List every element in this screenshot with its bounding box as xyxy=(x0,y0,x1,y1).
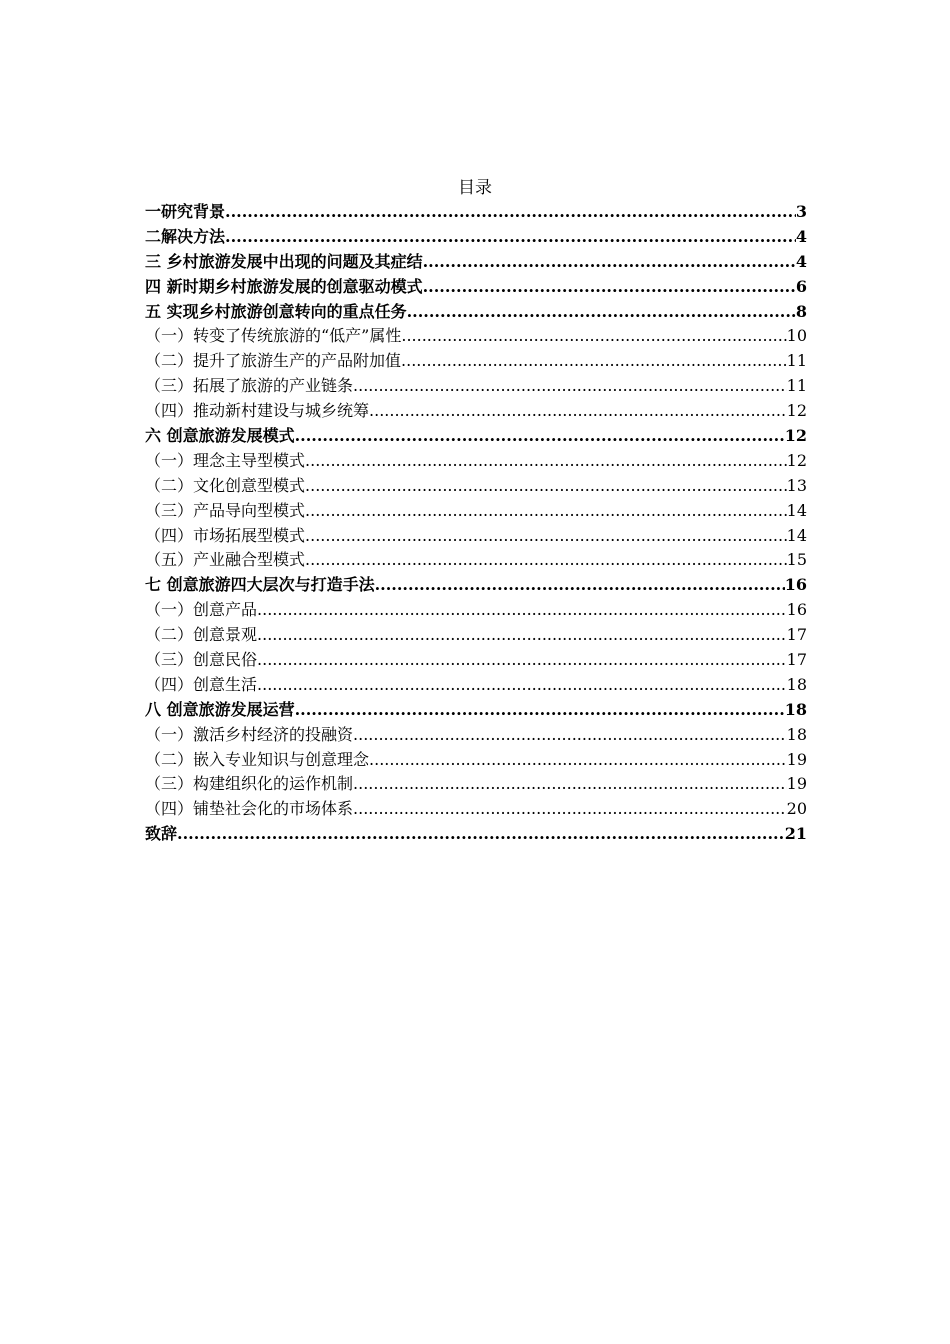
toc-dot-leader xyxy=(305,449,787,474)
toc-entry-page: 17 xyxy=(786,650,807,670)
toc-entry-page: 12 xyxy=(784,426,807,446)
toc-entry-page: 19 xyxy=(786,749,807,769)
toc-dot-leader xyxy=(353,797,787,822)
toc-entry[interactable] xyxy=(145,300,807,325)
toc-entry-label: 二解决方法 xyxy=(145,226,226,246)
toc-entry-label: （三）创意民俗 xyxy=(145,650,258,670)
toc-entry[interactable] xyxy=(145,374,807,399)
toc-entry[interactable] xyxy=(145,474,807,499)
toc-entry[interactable] xyxy=(145,399,807,424)
toc-entry[interactable] xyxy=(145,349,807,374)
toc-entry-page: 18 xyxy=(784,699,807,719)
toc-entry[interactable] xyxy=(145,225,807,250)
toc-entry-page: 18 xyxy=(786,724,807,744)
toc-entry-page: 20 xyxy=(786,799,807,819)
toc-entry-label: （二）嵌入专业知识与创意理念 xyxy=(145,749,370,769)
toc-entry[interactable] xyxy=(145,648,807,673)
toc-entry-label: （三）产品导向型模式 xyxy=(145,500,306,520)
toc-entry-page: 14 xyxy=(786,500,807,520)
toc-entry-label: 四 新时期乡村旅游发展的创意驱动模式 xyxy=(145,276,423,296)
toc-entry-page: 13 xyxy=(786,475,807,495)
toc-entry[interactable] xyxy=(145,673,807,698)
toc-dot-leader xyxy=(369,399,787,424)
toc-entry-page: 21 xyxy=(784,824,807,844)
toc-dot-leader xyxy=(375,573,785,598)
toc-entry[interactable] xyxy=(145,748,807,773)
toc-entry-label: 三 乡村旅游发展中出现的问题及其症结 xyxy=(145,251,423,271)
toc-entry[interactable] xyxy=(145,324,807,349)
toc-dot-leader xyxy=(353,374,787,399)
toc-entry-label: 八 创意旅游发展运营 xyxy=(145,699,295,719)
toc-entry-label: 七 创意旅游四大层次与打造手法 xyxy=(145,575,375,595)
toc-entry[interactable] xyxy=(145,449,807,474)
toc-dot-leader xyxy=(305,499,787,524)
toc-dot-leader xyxy=(257,673,787,698)
toc-entry[interactable] xyxy=(145,772,807,797)
toc-dot-leader xyxy=(295,698,785,723)
toc-entry[interactable] xyxy=(145,598,807,623)
toc-entry[interactable] xyxy=(145,573,807,598)
toc-entry-label: 五 实现乡村旅游创意转向的重点任务 xyxy=(145,301,407,321)
toc-entry[interactable] xyxy=(145,698,807,723)
toc-entry-label: （三）拓展了旅游的产业链条 xyxy=(145,376,354,396)
toc-entry[interactable] xyxy=(145,275,807,300)
toc-list xyxy=(145,200,807,847)
toc-entry-page: 19 xyxy=(786,774,807,794)
toc-dot-leader xyxy=(401,324,786,349)
toc-entry-label: （一）转变了传统旅游的“低产”属性 xyxy=(145,326,402,346)
toc-entry[interactable] xyxy=(145,499,807,524)
toc-entry-page: 16 xyxy=(786,600,807,620)
toc-entry-label: （四）市场拓展型模式 xyxy=(145,525,306,545)
toc-dot-leader xyxy=(353,723,787,748)
toc-entry-label: 一研究背景 xyxy=(145,202,226,221)
toc-dot-leader xyxy=(177,822,785,847)
toc-entry[interactable] xyxy=(145,822,807,847)
toc-entry[interactable] xyxy=(145,723,807,748)
toc-entry[interactable] xyxy=(145,797,807,822)
toc-entry-label: （一）激活乡村经济的投融资 xyxy=(145,724,354,744)
toc-entry[interactable] xyxy=(145,424,807,449)
toc-entry-label: （三）构建组织化的运作机制 xyxy=(145,774,354,794)
toc-entry-label: （二）提升了旅游生产的产品附加值 xyxy=(145,351,402,371)
toc-entry-page: 4 xyxy=(795,226,807,246)
toc-dot-leader xyxy=(225,200,796,225)
toc-entry-page: 4 xyxy=(795,251,807,271)
toc-dot-leader xyxy=(353,772,787,797)
toc-entry-label: 致辞 xyxy=(145,824,178,844)
toc-dot-leader xyxy=(257,623,787,648)
toc-entry-page: 12 xyxy=(786,401,807,421)
toc-dot-leader xyxy=(305,548,787,573)
toc-dot-leader xyxy=(305,474,787,499)
toc-entry[interactable] xyxy=(145,524,807,549)
toc-entry-page: 15 xyxy=(786,550,807,570)
toc-entry-label: （二）文化创意型模式 xyxy=(145,475,306,495)
toc-title: 目录 xyxy=(458,178,492,198)
toc-entry-page: 12 xyxy=(786,450,807,470)
toc-dot-leader xyxy=(401,349,787,374)
toc-entry-label: （四）推动新村建设与城乡统筹 xyxy=(145,401,370,421)
toc-entry-label: （一）创意产品 xyxy=(145,600,258,620)
toc-dot-leader xyxy=(407,300,796,325)
toc-dot-leader xyxy=(423,250,796,275)
toc-dot-leader xyxy=(257,598,787,623)
toc-entry-page: 3 xyxy=(795,202,807,221)
toc-entry-page: 16 xyxy=(784,575,807,595)
toc-entry-page: 10 xyxy=(786,326,807,346)
toc-entry-page: 11 xyxy=(786,351,807,371)
toc-entry-label: （五）产业融合型模式 xyxy=(145,550,306,570)
toc-entry[interactable] xyxy=(145,548,807,573)
toc-entry-label: （一）理念主导型模式 xyxy=(145,450,306,470)
toc-dot-leader xyxy=(305,524,787,549)
toc-entry[interactable] xyxy=(145,200,807,225)
toc-dot-leader xyxy=(423,275,796,300)
toc-dot-leader xyxy=(295,424,785,449)
toc-entry[interactable] xyxy=(145,623,807,648)
toc-entry-label: （四）铺垫社会化的市场体系 xyxy=(145,799,354,819)
toc-entry[interactable] xyxy=(145,250,807,275)
toc-entry-page: 11 xyxy=(786,376,807,396)
toc-dot-leader xyxy=(225,225,796,250)
toc-entry-page: 18 xyxy=(786,674,807,694)
toc-dot-leader xyxy=(369,748,787,773)
toc-entry-label: 六 创意旅游发展模式 xyxy=(145,426,295,446)
toc-entry-label: （二）创意景观 xyxy=(145,625,258,645)
toc-entry-page: 17 xyxy=(786,625,807,645)
toc-entry-page: 8 xyxy=(795,301,807,321)
toc-entry-page: 14 xyxy=(786,525,807,545)
toc-entry-page: 6 xyxy=(795,276,807,296)
toc-dot-leader xyxy=(257,648,787,673)
toc-entry-label: （四）创意生活 xyxy=(145,674,258,694)
